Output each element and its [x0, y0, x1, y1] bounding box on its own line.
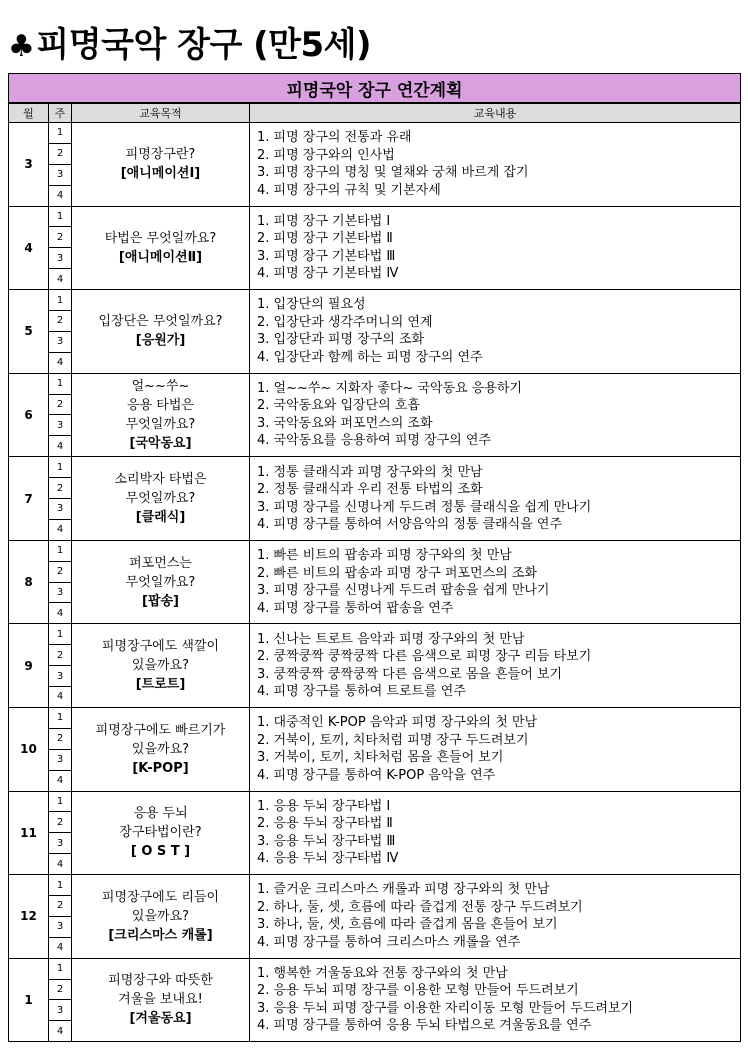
content-line: 4. 입장단과 함께 하는 피명 장구의 연주 — [257, 349, 483, 365]
content-cell — [250, 123, 741, 207]
week-cell: 1 — [49, 791, 72, 812]
content-line: 2. 피명 장구 기본타법 Ⅱ — [257, 231, 393, 247]
week-cell: 3 — [49, 666, 72, 687]
week-cell: 4 — [49, 687, 72, 708]
annual-plan-table — [8, 73, 741, 1042]
content-line: 2. 입장단과 생각주머니의 연계 — [257, 314, 433, 330]
goal-cell — [72, 791, 250, 875]
content-cell — [250, 875, 741, 959]
goal-line: 얼~~쑤~ — [131, 378, 190, 394]
content-line: 2. 응용 두뇌 피명 장구를 이용한 모형 만들어 두드려보기 — [257, 983, 579, 999]
content-line: 4. 피명 장구의 규칙 및 기본자세 — [257, 182, 441, 198]
month-cell: 9 — [9, 624, 49, 708]
content-line: 4. 피명 장구를 통하여 팝송을 연주 — [257, 600, 454, 616]
content-cell — [250, 707, 741, 791]
content-line: 4. 국악동요를 응용하여 피명 장구의 연주 — [257, 433, 491, 449]
week-cell: 4 — [49, 603, 72, 624]
content-line: 1. 응용 두뇌 장구타법 Ⅰ — [257, 798, 391, 814]
header-month: 월 — [9, 103, 49, 123]
week-cell: 2 — [49, 478, 72, 499]
week-cell: 4 — [49, 854, 72, 875]
goal-line: 피명장구란? — [125, 147, 196, 163]
goal-line: 입장단은 무엇일까요? — [98, 314, 223, 330]
header-content: 교육내용 — [250, 103, 741, 123]
content-line: 2. 하나, 둘, 셋, 흐름에 따라 즐겁게 전통 장구 두드려보기 — [257, 899, 583, 915]
week-cell: 3 — [49, 331, 72, 352]
content-line: 3. 피명 장구를 신명나게 두드려 팝송을 쉽게 만나기 — [257, 583, 550, 599]
goal-tag: [크리스마스 캐롤] — [108, 927, 213, 943]
month-cell: 3 — [9, 123, 49, 207]
week-cell: 1 — [49, 373, 72, 394]
week-cell: 4 — [49, 352, 72, 373]
page-title-text: 피명국악 장구 (만5세) — [36, 25, 372, 65]
goal-line: 무엇일까요? — [125, 574, 196, 590]
table-body — [9, 123, 741, 1042]
content-line: 3. 피명 장구 기본타법 Ⅲ — [257, 248, 396, 264]
content-line: 4. 피명 장구를 통하여 K-POP 음악을 연주 — [257, 767, 496, 783]
content-line: 4. 피명 장구 기본타법 Ⅳ — [257, 266, 399, 282]
goal-tag: [ O S T ] — [130, 844, 191, 860]
week-cell: 3 — [49, 582, 72, 603]
week-cell: 1 — [49, 540, 72, 561]
goal-line: 피명장구에도 리듬이 — [101, 889, 220, 905]
content-line: 1. 피명 장구의 전통과 유래 — [257, 130, 412, 146]
goal-tag: [응원가] — [135, 333, 186, 349]
month-cell: 8 — [9, 540, 49, 624]
content-cell — [250, 791, 741, 875]
week-cell: 1 — [49, 875, 72, 896]
week-cell: 3 — [49, 1000, 72, 1021]
week-cell: 3 — [49, 248, 72, 269]
content-line: 3. 하나, 둘, 셋, 흐름에 따라 즐겁게 몸을 흔들어 보기 — [257, 917, 558, 933]
week-cell: 2 — [49, 227, 72, 248]
content-line: 1. 즐거운 크리스마스 캐롤과 피명 장구와의 첫 만남 — [257, 882, 550, 898]
week-cell: 2 — [49, 143, 72, 164]
content-cell — [250, 958, 741, 1042]
content-line: 1. 행복한 겨울동요와 전통 장구와의 첫 만남 — [257, 965, 508, 981]
goal-cell — [72, 290, 250, 374]
content-line: 2. 빠른 비트의 팝송과 피명 장구 퍼포먼스의 조화 — [257, 565, 537, 581]
week-cell: 3 — [49, 749, 72, 770]
content-line: 3. 쿵짝쿵짝 쿵짝쿵짝 다른 음색으로 몸을 흔들어 보기 — [257, 666, 563, 682]
table-row — [9, 875, 741, 896]
goal-line: 피명장구에도 색깔이 — [101, 639, 220, 655]
content-line: 1. 빠른 비트의 팝송과 피명 장구와의 첫 만남 — [257, 548, 512, 564]
header-goal: 교육목적 — [72, 103, 250, 123]
goal-cell — [72, 123, 250, 207]
goal-line: 타법은 무엇일까요? — [104, 230, 217, 246]
table-row — [9, 791, 741, 812]
week-cell: 3 — [49, 833, 72, 854]
content-line: 1. 얼~~쑤~ 지화자 좋다~ 국악동요 응용하기 — [257, 380, 523, 396]
month-cell: 5 — [9, 290, 49, 374]
goal-cell — [72, 206, 250, 290]
week-cell: 2 — [49, 561, 72, 582]
goal-line: 무엇일까요? — [125, 491, 196, 507]
table-row — [9, 290, 741, 311]
content-line: 1. 피명 장구 기본타법 Ⅰ — [257, 213, 391, 229]
week-cell: 4 — [49, 269, 72, 290]
content-cell — [250, 206, 741, 290]
goal-line: 피명장구와 따뜻한 — [108, 973, 213, 989]
goal-line: 응용 타법은 — [127, 397, 194, 413]
content-line: 3. 피명 장구의 명칭 및 열채와 궁채 바르게 잡기 — [257, 165, 529, 181]
table-row — [9, 540, 741, 561]
content-line: 3. 국악동요와 퍼포먼스의 조화 — [257, 415, 433, 431]
table-row — [9, 206, 741, 227]
content-line: 2. 정통 클래식과 우리 전통 타법의 조화 — [257, 482, 483, 498]
week-cell: 3 — [49, 499, 72, 520]
content-line: 4. 피명 장구를 통하여 응용 두뇌 타법으로 겨울동요를 연주 — [257, 1018, 592, 1034]
goal-cell — [72, 875, 250, 959]
week-cell: 1 — [49, 707, 72, 728]
content-line: 4. 피명 장구를 통하여 크리스마스 캐롤을 연주 — [257, 934, 521, 950]
goal-tag: [애니메이션Ⅰ] — [120, 166, 201, 182]
week-cell: 1 — [49, 123, 72, 144]
content-line: 2. 쿵짝쿵짝 쿵짝쿵짝 다른 음색으로 피명 장구 리듬 타보기 — [257, 649, 592, 665]
header-week: 주 — [49, 103, 72, 123]
content-line: 3. 거북이, 토끼, 치타처럼 몸을 흔들어 보기 — [257, 750, 504, 766]
content-line: 1. 대중적인 K-POP 음악과 피명 장구와의 첫 만남 — [257, 715, 538, 731]
table-row — [9, 123, 741, 144]
goal-tag: [겨울동요] — [129, 1011, 192, 1027]
month-cell: 1 — [9, 958, 49, 1042]
content-line: 1. 정통 클래식과 피명 장구와의 첫 만남 — [257, 464, 483, 480]
goal-line: 있을까요? — [131, 908, 190, 924]
month-cell: 6 — [9, 373, 49, 457]
content-line: 4. 피명 장구를 통하여 서양음악의 정통 클래식을 연주 — [257, 517, 563, 533]
week-cell: 1 — [49, 624, 72, 645]
content-line: 4. 응용 두뇌 장구타법 Ⅳ — [257, 851, 399, 867]
content-cell — [250, 290, 741, 374]
table-row — [9, 457, 741, 478]
goal-line: 피명장구에도 빠르기가 — [95, 722, 226, 738]
goal-cell — [72, 707, 250, 791]
goal-line: 있을까요? — [131, 741, 190, 757]
goal-line: 겨울을 보내요! — [118, 992, 203, 1008]
goal-line: 무엇일까요? — [125, 416, 196, 432]
goal-line: 있을까요? — [131, 658, 190, 674]
content-cell — [250, 457, 741, 541]
goal-line: 장구타법이란? — [119, 825, 202, 841]
week-cell: 1 — [49, 457, 72, 478]
goal-cell — [72, 457, 250, 541]
content-line: 3. 응용 두뇌 장구타법 Ⅲ — [257, 833, 396, 849]
week-cell: 2 — [49, 394, 72, 415]
content-line: 3. 응용 두뇌 피명 장구를 이용한 자리이동 모형 만들어 두드려보기 — [257, 1000, 634, 1016]
month-cell: 11 — [9, 791, 49, 875]
week-cell: 3 — [49, 415, 72, 436]
week-cell: 1 — [49, 206, 72, 227]
goal-tag: [국악동요] — [129, 435, 192, 451]
week-cell: 2 — [49, 728, 72, 749]
table-row — [9, 958, 741, 979]
content-line: 1. 신나는 트로트 음악과 피명 장구와의 첫 만남 — [257, 631, 525, 647]
goal-cell — [72, 958, 250, 1042]
page-title — [8, 22, 371, 68]
week-cell: 2 — [49, 979, 72, 1000]
table-row — [9, 707, 741, 728]
week-cell: 1 — [49, 958, 72, 979]
content-line: 2. 피명 장구와의 인사법 — [257, 147, 395, 163]
goal-cell — [72, 624, 250, 708]
table-row — [9, 373, 741, 394]
content-line: 1. 입장단의 필요성 — [257, 297, 366, 313]
content-line: 2. 응용 두뇌 장구타법 Ⅱ — [257, 816, 393, 832]
goal-tag: [애니메이션Ⅱ] — [118, 249, 203, 265]
table-banner: 피명국악 장구 연간계획 — [9, 74, 741, 104]
month-cell: 12 — [9, 875, 49, 959]
club-suit-icon: ♣ — [8, 29, 35, 64]
content-cell — [250, 624, 741, 708]
week-cell: 1 — [49, 290, 72, 311]
week-cell: 4 — [49, 1021, 72, 1042]
week-cell: 2 — [49, 812, 72, 833]
month-cell: 7 — [9, 457, 49, 541]
content-line: 2. 국악동요와 입장단의 호흡 — [257, 398, 420, 414]
goal-tag: [클래식] — [135, 510, 186, 526]
goal-tag: [팝송] — [142, 593, 179, 609]
week-cell: 4 — [49, 436, 72, 457]
content-line: 4. 피명 장구를 통하여 트로트를 연주 — [257, 684, 466, 700]
week-cell: 2 — [49, 895, 72, 916]
week-cell: 4 — [49, 519, 72, 540]
week-cell: 3 — [49, 916, 72, 937]
month-cell: 10 — [9, 707, 49, 791]
goal-line: 소리박자 타법은 — [114, 472, 207, 488]
goal-line: 퍼포먼스는 — [129, 555, 192, 571]
week-cell: 2 — [49, 645, 72, 666]
goal-cell — [72, 373, 250, 457]
week-cell: 4 — [49, 185, 72, 206]
table-row — [9, 624, 741, 645]
goal-line: 응용 두뇌 — [133, 806, 188, 822]
table-header-row — [9, 103, 741, 123]
week-cell: 3 — [49, 164, 72, 185]
content-cell — [250, 373, 741, 457]
content-line: 2. 거북이, 토끼, 치타처럼 피명 장구 두드려보기 — [257, 732, 529, 748]
goal-cell — [72, 540, 250, 624]
week-cell: 4 — [49, 770, 72, 791]
content-cell — [250, 540, 741, 624]
week-cell: 2 — [49, 311, 72, 332]
goal-tag: [K-POP] — [132, 760, 189, 776]
content-line: 3. 입장단과 피명 장구의 조화 — [257, 332, 425, 348]
month-cell: 4 — [9, 206, 49, 290]
week-cell: 4 — [49, 937, 72, 958]
goal-tag: [트로트] — [135, 677, 186, 693]
content-line: 3. 피명 장구를 신명나게 두드려 정통 클래식을 쉽게 만나기 — [257, 499, 592, 515]
